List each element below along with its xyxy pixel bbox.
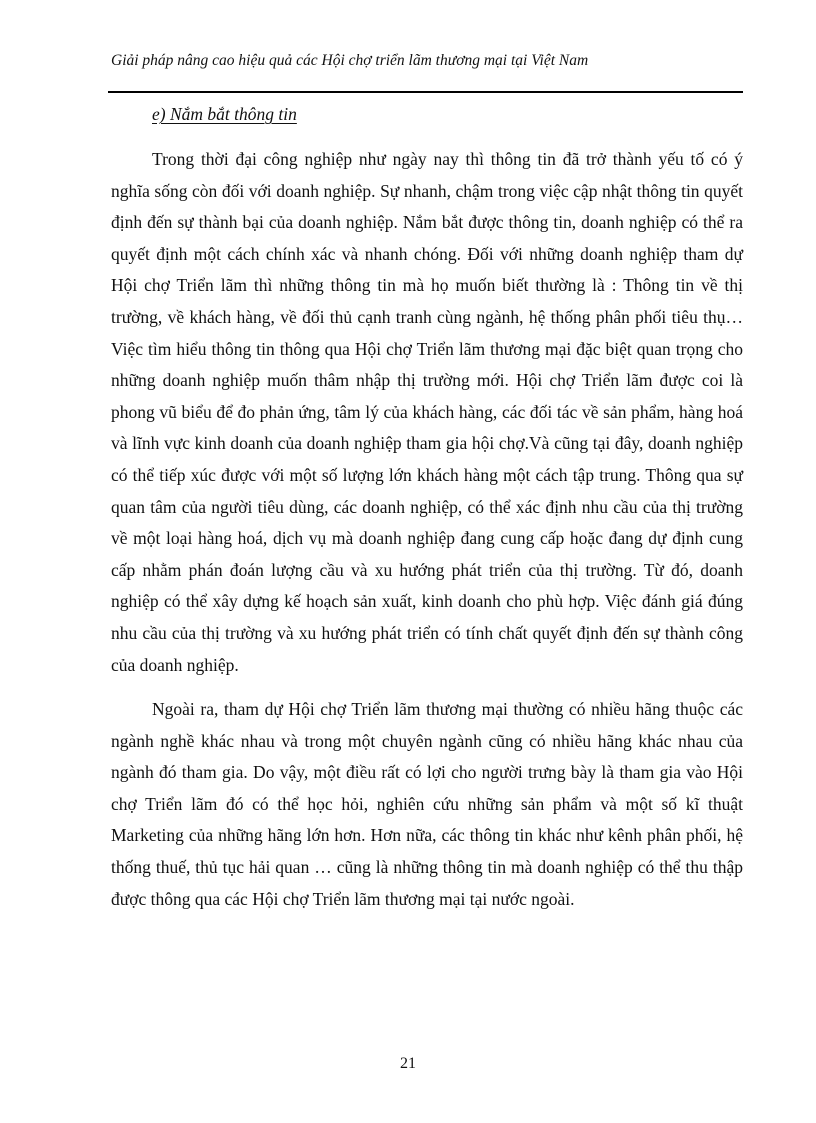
paragraph-1: Trong thời đại công nghiệp như ngày nay thì thông tin đã trở thành yếu tố có ý nghĩa sống còn đối với doanh nghiệp. Sự nhanh, chậm trong việc cập nhật thông tin quyết định đến sự thành bại của doanh nghiệp. Nắm bắt được thông tin, doanh nghiệp có thể ra quyết định một cách chính xác và nhanh chóng. Đối với những doanh nghiệp tham dự Hội chợ Triển lãm thì những thông tin mà họ muốn biết thường là : Thông tin về thị trường, về khách hàng, về đối thủ cạnh tranh cùng ngành, hệ thống phân phối tiêu thụ…Việc tìm hiểu thông tin thông qua Hội chợ Triển lãm thương mại đặc biệt quan trọng cho những doanh nghiệp muốn thâm nhập thị trường mới. Hội chợ Triển lãm được coi là phong vũ biểu để đo phản ứng, tâm lý của khách hàng, các đối tác về sản phẩm, hàng hoá và lĩnh vực kinh doanh của doanh nghiệp tham gia hội chợ.Và cũng tại đây, doanh nghiệp có thể tiếp xúc được với một số lượng lớn khách hàng một cách tập trung. Thông qua sự quan tâm của người tiêu dùng, các doanh nghiệp, có thể xác định nhu cầu của thị trường về một loại hàng hoá, dịch vụ mà doanh nghiệp đang cung cấp hoặc đang dự định cung cấp nhằm phán đoán lượng cầu và xu hướng phát triển của thị trường. Từ đó, doanh nghiệp có thể xây dựng kế hoạch sản xuất, kinh doanh cho phù hợp. Việc đánh giá đúng nhu cầu của thị trường và xu hướng phát triển có tính chất quyết định đến sự thành công của doanh nghiệp. [111, 149, 743, 675]
paragraph-2: Ngoài ra, tham dự Hội chợ Triển lãm thương mại thường có nhiều hãng thuộc các ngành nghề khác nhau và trong một chuyên ngành cũng có nhiều hãng khác nhau của ngành đó tham gia. Do vậy, một điều rất có lợi cho người trưng bày là tham gia vào Hội chợ Triển lãm đó có thể học hỏi, nghiên cứu những sản phẩm và một số kĩ thuật Marketing của những hãng lớn hơn. Hơn nữa, các thông tin khác như kênh phân phối, hệ thống thuế, thủ tục hải quan … cũng là những thông tin mà doanh nghiệp có thể thu thập được thông qua các Hội chợ Triển lãm thương mại tại nước ngoài. [111, 699, 743, 909]
body-text [111, 144, 743, 915]
section-heading: e) Nắm bắt thông tin [152, 104, 297, 124]
running-header: Giải pháp nâng cao hiệu quả các Hội chợ triển lãm thương mại tại Việt Nam [111, 52, 589, 69]
page-number: 21 [400, 1055, 416, 1072]
header-divider [108, 91, 743, 93]
